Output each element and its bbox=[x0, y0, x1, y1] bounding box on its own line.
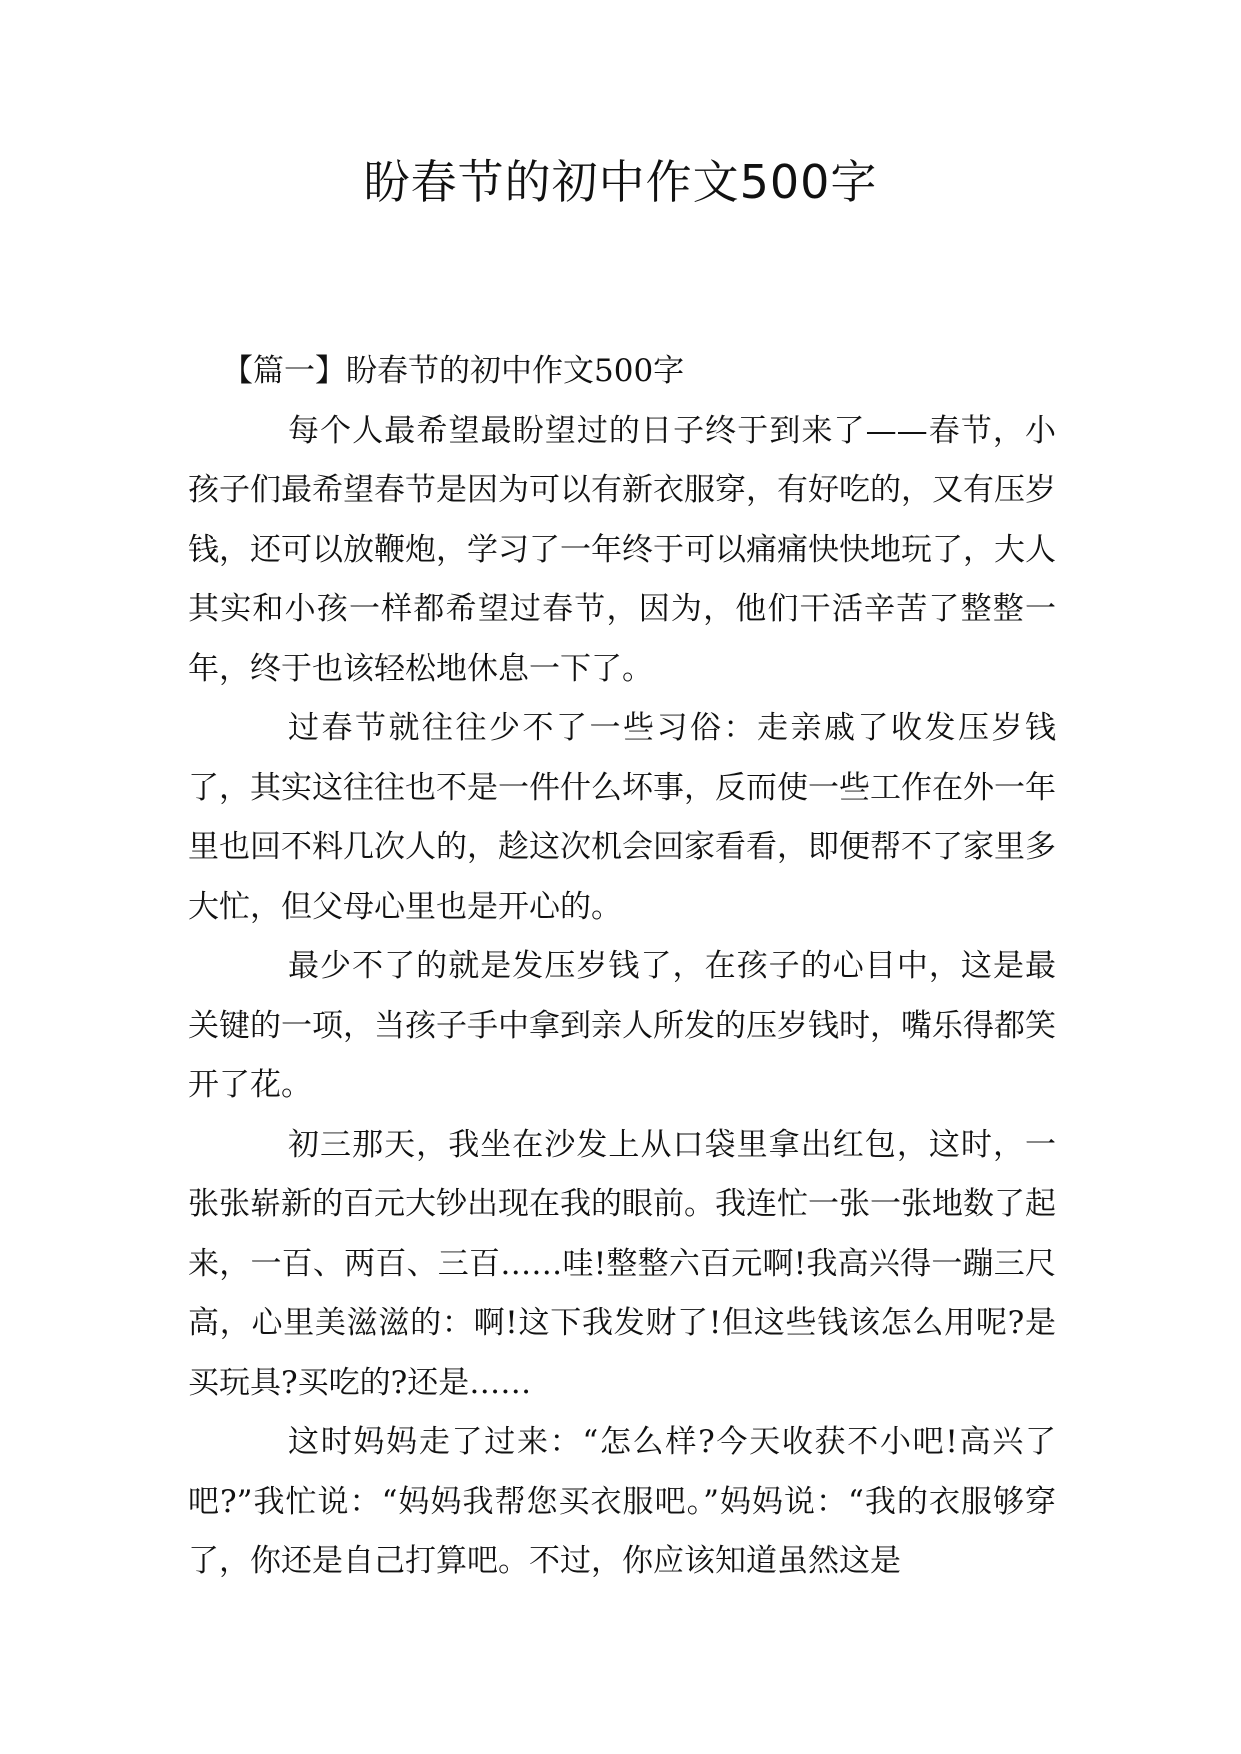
paragraph: 这时妈妈走了过来：“怎么样?今天收获不小吧!高兴了吧?”我忙说：“妈妈我帮您买衣服吧。”妈妈说：“我的衣服够穿了，你还是自己打算吧。不过，你应该知道虽然这是 bbox=[188, 1424, 1056, 1579]
document-body bbox=[188, 342, 1056, 1592]
paragraph: 初三那天，我坐在沙发上从口袋里拿出红包，这时，一张张崭新的百元大钞出现在我的眼前。我连忙一张一张地数了起来，一百、两百、三百……哇!整整六百元啊!我高兴得一蹦三尺高，心里美滋滋的：啊!这下我发财了!但这些钱该怎么用呢?是买玩具?买吃的?还是…… bbox=[188, 1126, 1056, 1401]
section-heading: 【篇一】盼春节的初中作文500字 bbox=[222, 353, 685, 389]
document-title: 盼春节的初中作文500字 bbox=[363, 155, 878, 209]
paragraph: 每个人最希望最盼望过的日子终于到来了——春节，小孩子们最希望春节是因为可以有新衣服穿，有好吃的，又有压岁钱，还可以放鞭炮，学习了一年终于可以痛痛快快地玩了，大人其实和小孩一样都希望过春节，因为，他们干活辛苦了整整一年，终于也该轻松地休息一下了。 bbox=[188, 412, 1056, 687]
paragraph: 最少不了的就是发压岁钱了，在孩子的心目中，这是最关键的一项，当孩子手中拿到亲人所发的压岁钱时，嘴乐得都笑开了花。 bbox=[188, 948, 1056, 1103]
paragraph: 过春节就往往少不了一些习俗：走亲戚了收发压岁钱了，其实这往往也不是一件什么坏事，反而使一些工作在外一年里也回不料几次人的，趁这次机会回家看看，即便帮不了家里多大忙，但父母心里也是开心的。 bbox=[188, 710, 1056, 925]
